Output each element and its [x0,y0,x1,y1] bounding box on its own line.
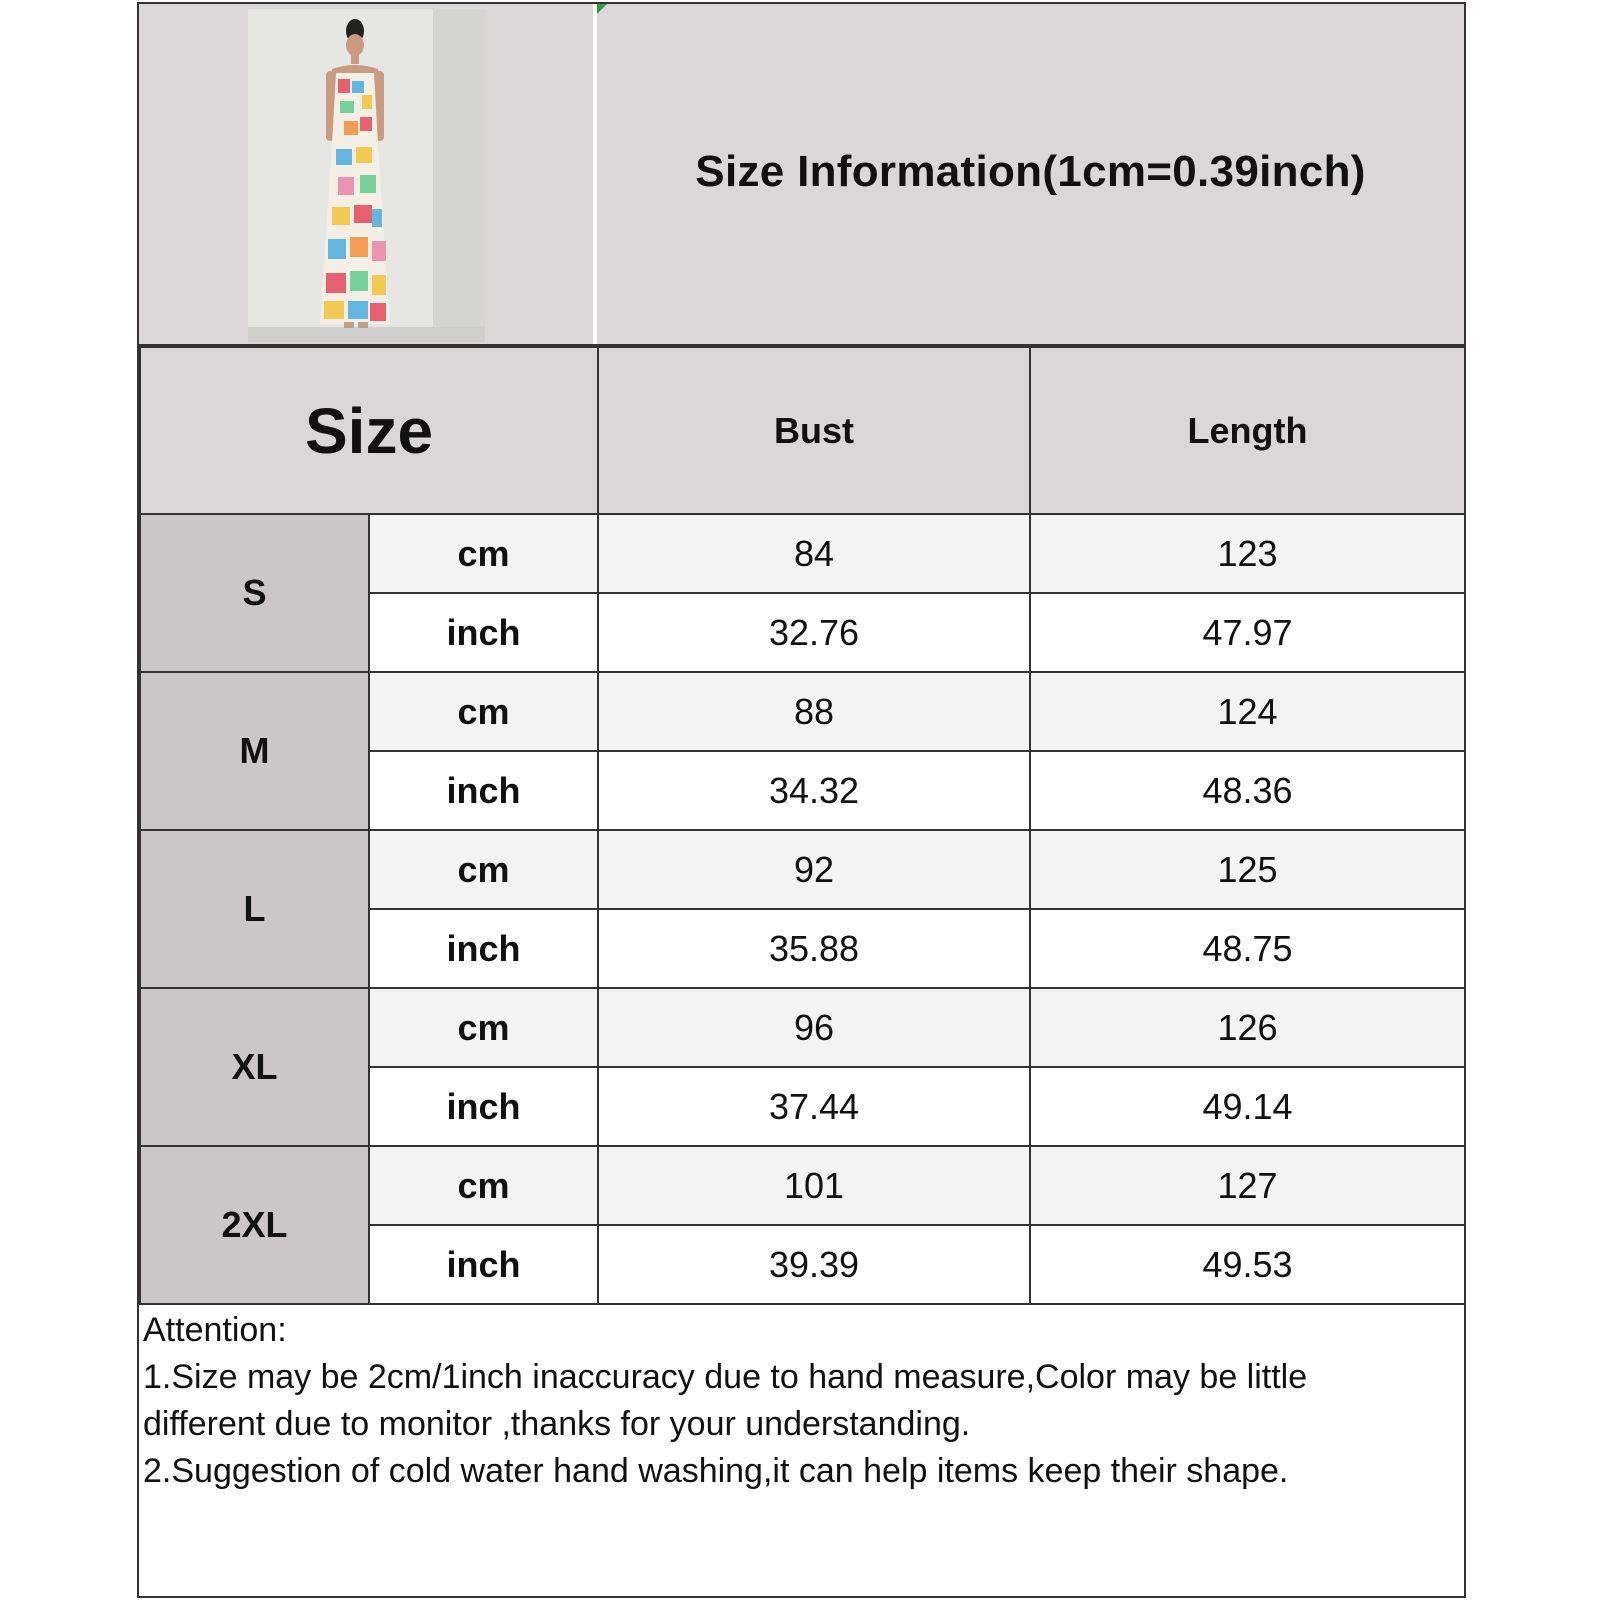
unit-label: cm [369,988,598,1067]
size-label: L [140,830,369,988]
size-label: M [140,672,369,830]
bust-value: 92 [598,830,1030,909]
bust-value: 34.32 [598,751,1030,830]
top-section [139,4,1464,346]
title-cell [597,4,1464,344]
product-photo-cell [139,4,597,344]
attention-notes [143,1307,1453,1495]
chart-title: Size Information(1cm=0.39inch) [695,147,1366,196]
notes-heading: Attention: [143,1311,287,1349]
table-row [140,830,1465,909]
unit-label: cm [369,514,598,593]
corner-marker [597,4,607,14]
notes-line-1b: different due to monitor ,thanks for your understanding. [143,1405,971,1443]
unit-label: inch [369,593,598,672]
size-label: S [140,514,369,672]
table-row [140,1146,1465,1225]
unit-label: inch [369,909,598,988]
bust-value: 37.44 [598,1067,1030,1146]
unit-label: inch [369,751,598,830]
bust-value: 39.39 [598,1225,1030,1304]
bust-value: 84 [598,514,1030,593]
length-value: 123 [1030,514,1465,593]
notes-line-1a: 1.Size may be 2cm/1inch inaccuracy due to hand measure,Color may be little [143,1358,1308,1396]
unit-label: cm [369,672,598,751]
table-row [140,514,1465,593]
header-size: Size [140,347,598,514]
length-value: 125 [1030,830,1465,909]
length-value: 49.14 [1030,1067,1465,1146]
unit-label: inch [369,1067,598,1146]
bust-value: 88 [598,672,1030,751]
header-bust: Bust [598,347,1030,514]
bust-value: 96 [598,988,1030,1067]
bust-value: 32.76 [598,593,1030,672]
table-row [140,672,1465,751]
length-value: 48.36 [1030,751,1465,830]
table-header-row [140,347,1465,514]
unit-label: inch [369,1225,598,1304]
length-value: 126 [1030,988,1465,1067]
model-dress-illustration [248,9,485,342]
length-value: 47.97 [1030,593,1465,672]
size-table [139,346,1466,1305]
unit-label: cm [369,830,598,909]
length-value: 48.75 [1030,909,1465,988]
notes-line-2: 2.Suggestion of cold water hand washing,it can help items keep their shape. [143,1452,1289,1490]
length-value: 127 [1030,1146,1465,1225]
size-label: XL [140,988,369,1146]
header-length: Length [1030,347,1465,514]
length-value: 124 [1030,672,1465,751]
size-label: 2XL [140,1146,369,1304]
product-photo [248,9,485,342]
unit-label: cm [369,1146,598,1225]
length-value: 49.53 [1030,1225,1465,1304]
bust-value: 101 [598,1146,1030,1225]
size-chart [137,2,1466,1598]
table-row [140,988,1465,1067]
bust-value: 35.88 [598,909,1030,988]
